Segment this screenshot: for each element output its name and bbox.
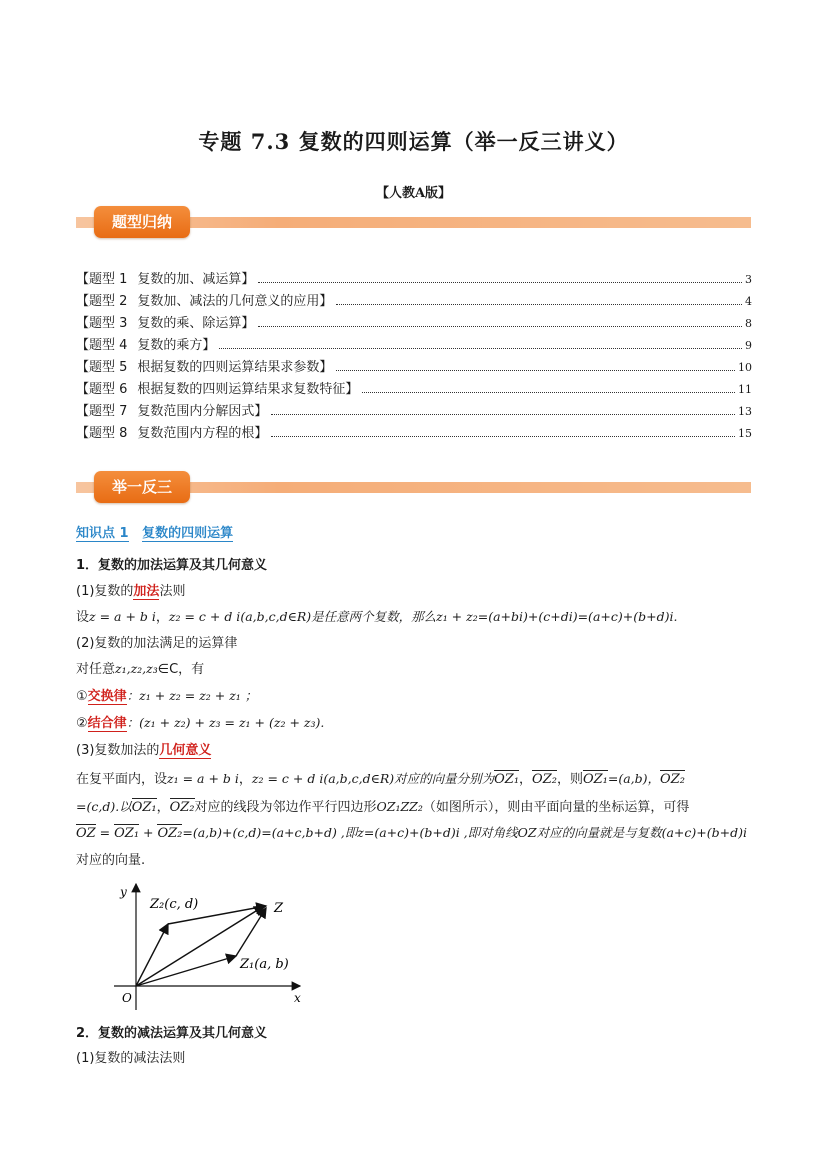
- text-segment: ，: [156, 800, 170, 815]
- vector-oz1-arrow: [136, 956, 236, 986]
- knowledge-point-heading: [76, 522, 233, 541]
- toc-title: 复数加、减法的几何意义的应用】: [137, 294, 333, 309]
- text-segment: 法则: [159, 584, 186, 599]
- law-commutative: [76, 685, 257, 704]
- formula-vars: z₁,z₂,z₃: [115, 661, 158, 676]
- list-marker: ①: [76, 689, 88, 704]
- heading-subtraction: 2．复数的减法运算及其几何意义: [76, 1026, 268, 1041]
- toc-row[interactable]: [76, 400, 752, 422]
- formula-z2: z₂ = c + d i: [251, 771, 324, 786]
- toc-page: 13: [738, 405, 752, 418]
- text-segment: 对应的线段为邻边作平行四边形: [194, 800, 377, 815]
- toc-title: 复数范围内方程的根】: [137, 426, 268, 441]
- vector-oz2: OZ₂: [157, 826, 183, 841]
- diagonal-label: OZ: [517, 825, 537, 840]
- text-segment: （如图所示），则由平面向量的坐标运算，可得: [422, 800, 690, 815]
- toc-row[interactable]: [76, 422, 752, 444]
- text-segment: =: [95, 825, 115, 840]
- text-segment: =(c,d).以: [76, 799, 132, 814]
- text-segment: ，: [519, 772, 533, 787]
- toc-row[interactable]: [76, 312, 752, 334]
- text-segment: 对应的向量就是与复数(a+c)+(b+d)i: [536, 825, 747, 840]
- origin-label: O: [122, 991, 132, 1005]
- text-segment: ，则: [556, 772, 583, 787]
- text-segment: 设: [76, 610, 90, 625]
- formula-result: =(a+bi)+(c+di)=(a+c)+(b+d)i.: [477, 609, 678, 624]
- text-segment: ，: [155, 610, 169, 625]
- toc-number: 【题型 5: [76, 360, 128, 375]
- parallelogram-figure: [100, 876, 330, 1018]
- y-axis-label: y: [120, 885, 127, 899]
- toc-title: 复数的加、减运算】: [137, 272, 255, 287]
- parallelogram-label: OZ₁ZZ₂: [376, 799, 423, 814]
- toc-page: 4: [745, 295, 752, 308]
- text-segment: 对任意: [76, 662, 116, 677]
- toc-number: 【题型 2: [76, 294, 128, 309]
- toc-number: 【题型 3: [76, 316, 128, 331]
- heading-addition: 1．复数的加法运算及其几何意义: [76, 558, 268, 573]
- formula-sum: z₁ + z₂: [436, 609, 478, 624]
- formula-z1: z₁ = a + b i: [167, 771, 239, 786]
- vector-oz: OZ: [76, 826, 96, 841]
- keyword-addition: 加法: [133, 584, 160, 599]
- geo-line-2: [76, 796, 689, 815]
- toc-row[interactable]: [76, 268, 752, 290]
- text-segment: ，: [238, 772, 252, 787]
- text-segment: (a,b,c,d∈R)对应的向量分别为: [323, 771, 495, 786]
- knowledge-point-title: 复数的四则运算: [142, 526, 234, 541]
- vector-oz1: OZ₁: [114, 826, 140, 841]
- vector-oz1: OZ₁: [131, 800, 157, 815]
- vector-oz1: OZ₁: [494, 772, 520, 787]
- text-segment: 在复平面内，设: [76, 772, 168, 787]
- toc-page: 3: [745, 273, 752, 286]
- para-laws-heading: (2)复数的加法满足的运算律: [76, 636, 238, 651]
- point-z1-label: Z₁(a, b): [240, 957, 289, 972]
- toc-leader: [271, 414, 735, 415]
- text-segment: =(a,b)，: [607, 771, 661, 786]
- condition-text: (a,b,c,d∈R)是任意两个复数，那么: [240, 609, 437, 624]
- keyword-commutative: 交换律: [87, 689, 127, 704]
- toc-page: 8: [745, 317, 752, 330]
- toc-title: 复数的乘、除运算】: [137, 316, 255, 331]
- toc-leader: [219, 348, 742, 349]
- text-segment: =(a,b)+(c,d)=(a+c,b+d) ,即z=(a+c)+(b+d)i ,即对角线: [182, 825, 518, 840]
- law-associative: [76, 712, 324, 731]
- point-z-label: Z: [274, 901, 284, 916]
- formula-z2: z₂ = c + d i: [168, 609, 241, 624]
- toc-page: 11: [738, 383, 752, 396]
- text-segment: ∈C，有: [157, 662, 205, 677]
- geo-line-3: [76, 823, 747, 841]
- toc-page: 10: [738, 361, 752, 374]
- point-z2-label: Z₂(c, d): [150, 897, 199, 912]
- section-tab-examples: 举一反三: [94, 471, 190, 503]
- toc-number: 【题型 6: [76, 382, 128, 397]
- para-any: [76, 658, 204, 677]
- vector-oz2: OZ₂: [532, 772, 557, 787]
- toc-leader: [258, 282, 742, 283]
- toc-leader: [362, 392, 735, 393]
- toc-row[interactable]: [76, 378, 752, 400]
- toc-leader: [258, 326, 742, 327]
- toc-number: 【题型 7: [76, 404, 128, 419]
- vector-oz1: OZ₁: [582, 772, 608, 787]
- text-segment: (3)复数加法的: [76, 743, 160, 758]
- toc-page: 9: [745, 339, 752, 352]
- page-title: 专题 7.3 复数的四则运算（举一反三讲义）: [198, 129, 629, 154]
- edition-label: 【人教A版】: [375, 186, 452, 201]
- toc-row[interactable]: [76, 334, 752, 356]
- para-geometric: [76, 739, 211, 758]
- keyword-associative: 结合律: [87, 716, 127, 731]
- vector-oz2: OZ₂: [169, 800, 195, 815]
- toc-title: 复数范围内分解因式】: [137, 404, 268, 419]
- toc-title: 复数的乘方】: [137, 338, 216, 353]
- toc-number: 【题型 8: [76, 426, 128, 441]
- keyword-geometric: 几何意义: [159, 743, 212, 758]
- list-marker: ②: [76, 716, 88, 731]
- knowledge-point-label: 知识点 1: [76, 526, 129, 541]
- toc-row[interactable]: [76, 356, 752, 378]
- toc-row[interactable]: [76, 290, 752, 312]
- toc-number: 【题型 1: [76, 272, 128, 287]
- toc-title: 根据复数的四则运算结果求复数特征】: [137, 382, 359, 397]
- para-addition-rule: [76, 580, 185, 599]
- geo-line-1: [76, 768, 685, 787]
- formula-commutative: ：z₁ + z₂ = z₂ + z₁ ；: [126, 688, 258, 703]
- toc-number: 【题型 4: [76, 338, 128, 353]
- text-segment: +: [139, 825, 158, 840]
- toc-leader: [271, 436, 735, 437]
- toc-leader: [336, 370, 735, 371]
- table-of-contents: [76, 268, 752, 444]
- para-definition: [76, 606, 677, 625]
- side-z1z-arrow: [236, 908, 266, 956]
- toc-title: 根据复数的四则运算结果求参数】: [137, 360, 333, 375]
- toc-leader: [336, 304, 742, 305]
- toc-page: 15: [738, 427, 752, 440]
- geo-line-4: 对应的向量.: [76, 853, 146, 868]
- vector-oz2: OZ₂: [660, 772, 685, 787]
- text-segment: (1)复数的: [76, 584, 134, 599]
- x-axis-label: x: [294, 991, 301, 1005]
- formula-associative: ：(z₁ + z₂) + z₃ = z₁ + (z₂ + z₃).: [126, 715, 325, 730]
- para-subtraction-rule: (1)复数的减法法则: [76, 1051, 186, 1066]
- section-tab-topics: 题型归纳: [94, 206, 190, 238]
- formula-z1: z = a + b i: [89, 609, 156, 624]
